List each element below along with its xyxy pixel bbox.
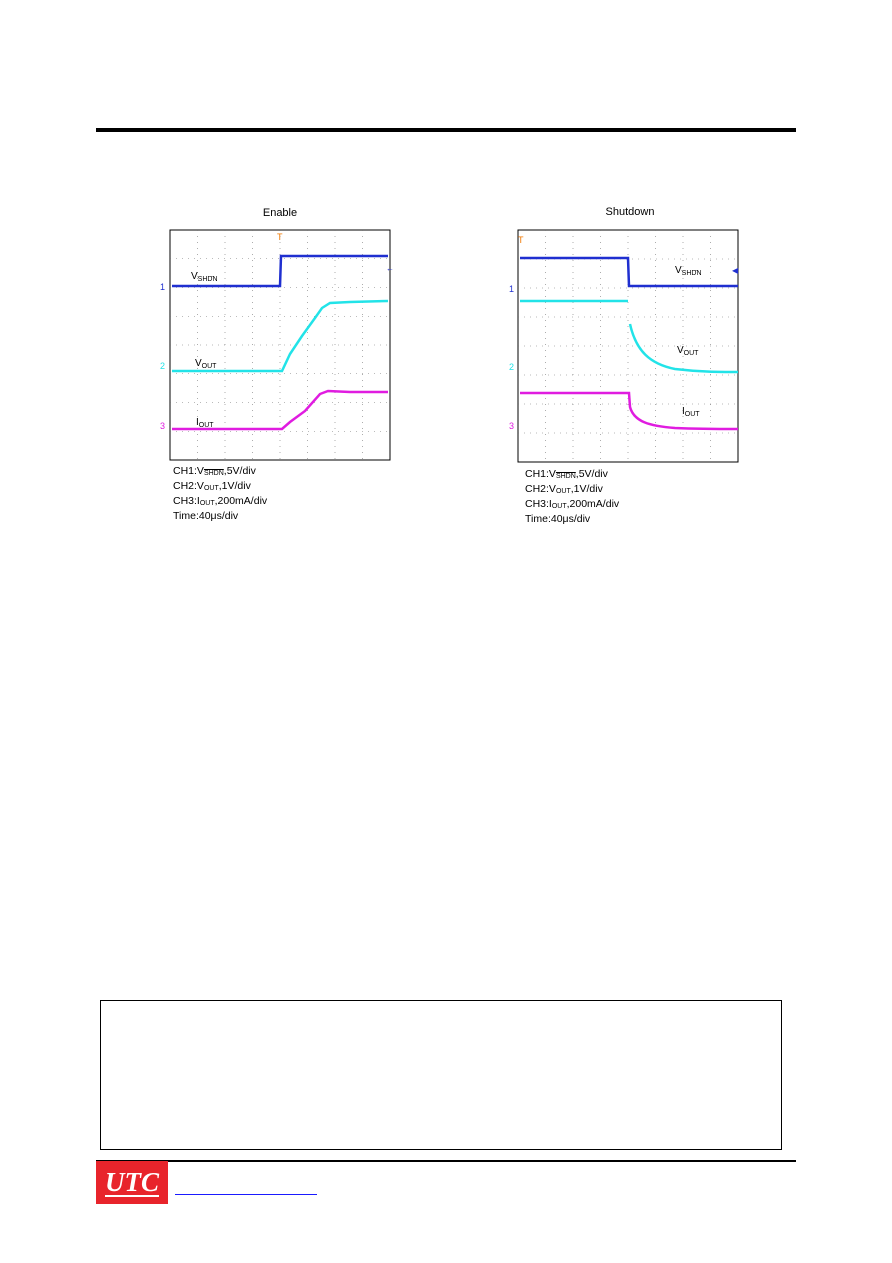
header-rule — [96, 128, 796, 132]
ch1-ref-arrow: ◀ — [732, 266, 739, 275]
logo-text: UTC — [105, 1166, 159, 1197]
enable-scope-figure — [150, 226, 400, 464]
shutdown-scope-caption — [525, 468, 619, 526]
enable-scope-plot — [150, 226, 400, 464]
vsn-label: $V_{SHDN}$ — [675, 265, 702, 277]
caption-time: Time:40μs/div — [173, 510, 239, 522]
vout-label: $V_{OUT}$ — [195, 358, 217, 370]
shutdown-scope-figure — [500, 226, 750, 466]
enable-scope-title: Enable — [262, 207, 298, 219]
shutdown-scope-plot — [500, 226, 750, 466]
caption-ch2: CH2:VOUT,1V/div — [173, 480, 251, 492]
caption-ch1: CH1:VSHDN,5V/div — [173, 465, 256, 477]
ch1-ref-arrow: ← — [386, 264, 394, 273]
ch1-marker: 1 — [160, 282, 166, 292]
footer-rule — [96, 1160, 796, 1162]
iout-label: $I_{OUT}$ — [196, 417, 214, 429]
caption-ch1: CH1:VSHDN,5V/div — [525, 468, 608, 480]
vsn-label: $V_{SHDN}$ — [191, 271, 218, 283]
website-link[interactable] — [175, 1194, 317, 1195]
ch2-marker: 2 — [160, 361, 166, 371]
ch2-marker: 2 — [509, 362, 515, 372]
iout-label: $I_{OUT}$ — [682, 406, 700, 418]
notice-box — [100, 1000, 782, 1150]
utc-logo — [96, 1161, 168, 1204]
caption-ch3: CH3:IOUT,200mA/div — [525, 498, 620, 510]
caption-ch3: CH3:IOUT,200mA/div — [173, 495, 268, 507]
ch3-marker: 3 — [509, 421, 515, 431]
trigger-marker: T — [277, 232, 283, 242]
ch1-marker: 1 — [509, 284, 515, 294]
shutdown-scope-title: Shutdown — [605, 206, 655, 218]
trigger-marker: T — [518, 235, 524, 245]
caption-time: Time:40μs/div — [525, 513, 591, 525]
enable-scope-caption — [173, 465, 267, 523]
ch3-marker: 3 — [160, 421, 166, 431]
caption-ch2: CH2:VOUT,1V/div — [525, 483, 603, 495]
vout-label: $V_{OUT}$ — [677, 345, 699, 357]
